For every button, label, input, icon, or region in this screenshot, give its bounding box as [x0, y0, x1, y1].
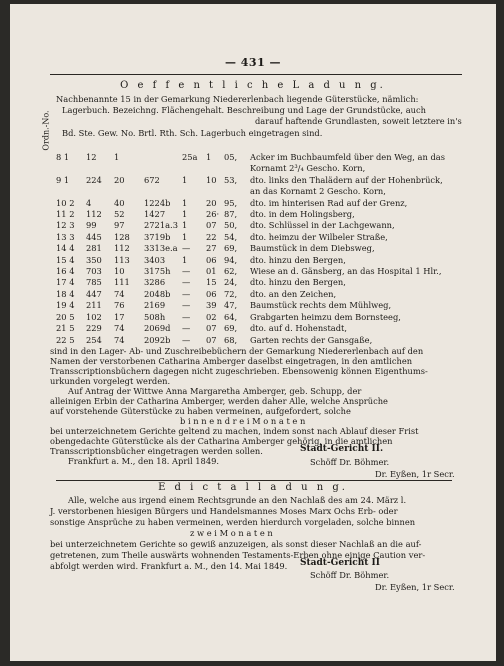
table-cell-br: 06: [206, 254, 217, 265]
table-cell-sch: 50,: [224, 220, 238, 231]
table-cell-br: [206, 163, 224, 174]
header-rule: [50, 74, 462, 75]
table-cell-ste: 40: [114, 197, 125, 208]
table-cell-n: 9 1: [56, 174, 70, 185]
table-cell-no: 1: [182, 174, 188, 185]
table-cell-desc: dto. an den Zeichen,: [250, 288, 337, 299]
table-cell-sch: 54,: [224, 231, 238, 242]
table-cell-no: 1: [182, 197, 188, 208]
table-cell-ste: 112: [114, 243, 130, 254]
table-cell-sch: 53,: [224, 174, 238, 185]
table-row: [56, 300, 445, 311]
notice2-body-line: Alle, welche aus irgend einem Rechtsgrunde an den Nachlaß des am 24. März l.: [68, 495, 407, 505]
table-cell-bd: [86, 163, 114, 174]
table-cell-no: 25a: [182, 152, 198, 162]
table-cell-gew: [144, 152, 182, 163]
table-cell-sch: [224, 186, 248, 197]
table-cell-n: 12 3: [56, 220, 75, 231]
table-cell-br: 22: [206, 231, 217, 242]
table-cell-gew: 3313e.a: [144, 243, 178, 254]
table-cell-no: —: [182, 266, 191, 277]
table-cell-sch: [224, 163, 248, 174]
table-cell-br: 26·: [206, 209, 220, 220]
notice2-body-line: abfolgt werden wird. Frankfurt a. M., den 14. Mai 1849.: [50, 561, 288, 571]
table-cell-desc: Baumstück in dem Diebsweg,: [250, 243, 375, 254]
table-cell-br: 27: [206, 243, 217, 254]
table-cell-br: 07: [206, 334, 217, 345]
table-cell-sch: 64,: [224, 311, 238, 322]
table-cell-no: 1: [182, 231, 188, 242]
table-cell-gew: 1224b: [144, 197, 171, 208]
table-cell-bd: 254: [86, 334, 102, 345]
table-cell-desc: Wiese an d. Gänsberg, an das Hospital 1 Hlr.,: [250, 266, 442, 277]
table-cell-no: —: [182, 311, 191, 322]
table-row: [56, 255, 445, 266]
table-row: [56, 243, 445, 254]
table-cell-n: 18 4: [56, 288, 75, 299]
notice1-date: Frankfurt a. M., den 18. April 1849.: [68, 456, 220, 466]
notice1-body-line: Transscriptionsbüchern dagegen nicht zugeschrieben. Ebensowenig können Eigenthums-: [50, 366, 428, 376]
table-cell-sch: 47,: [224, 300, 238, 311]
table-cell-bd: 12: [86, 152, 97, 162]
table-cell-gew: 2721a.3: [144, 220, 178, 231]
table-cell-ste: 10: [114, 266, 125, 277]
table-cell-no: 1: [182, 254, 188, 265]
table-cell-no: 1: [182, 220, 188, 231]
notice2-court: Stadt-Gericht II: [300, 558, 380, 568]
table-row: [56, 335, 445, 346]
table-cell-br: 07: [206, 323, 217, 334]
table-cell-br: 10: [206, 174, 217, 185]
table-row: [56, 163, 445, 174]
table-cell-bd: 703: [86, 266, 102, 277]
table-cell-ste: 1: [114, 152, 120, 162]
table-cell-desc: Grabgarten heimzu dem Bornsteeg,: [250, 311, 401, 322]
table-cell-br: 01: [206, 266, 217, 277]
table-cell-br: [206, 186, 224, 197]
table-cell-no: —: [182, 277, 191, 288]
notice1-title: O e f f e n t l i c h e L a d u n g.: [120, 80, 386, 91]
notice1-body-line: sind in den Lager- Ab- und Zuschreibebüchern der Gemarkung Niedererlenbach auf den: [50, 346, 424, 356]
table-cell-sch: 95,: [224, 197, 238, 208]
table-row: [56, 186, 445, 197]
table-cell-bd: 785: [86, 277, 102, 288]
notice2-body-line: getretenen, zum Theile auswärts wohnenden Testaments-Erben ohne einige Caution ver-: [50, 550, 426, 560]
notice1-intro-line: Lagerbuch. Bezeichng. Flächengehalt. Beschreibung und Lage der Grundstücke, auch: [62, 105, 426, 115]
table-cell-n: 17 4: [56, 277, 75, 288]
table-cell-desc: dto. links den Thalädern auf der Hohenbrück,: [250, 174, 443, 185]
parcel-table: [56, 152, 445, 346]
table-cell-br: 02: [206, 311, 217, 322]
table-row: [56, 323, 445, 334]
table-row: [56, 220, 445, 231]
notice2-title: E d i c t a l l a d u n g.: [158, 482, 348, 493]
table-cell-no: [182, 186, 206, 197]
table-cell-no: —: [182, 300, 191, 311]
notice1-body-line: alleinigen Erbin der Catharina Amberger, werden daher Alle, welche Ansprüche: [50, 396, 388, 406]
table-cell-br: 15: [206, 277, 217, 288]
table-cell-ste: 97: [114, 220, 125, 231]
table-cell-ste: [114, 163, 144, 174]
table-cell-gew: 672: [144, 174, 160, 185]
table-cell-n: 22 5: [56, 334, 75, 345]
table-cell-desc: dto. hinzu den Bergen,: [250, 254, 346, 265]
table-cell-ste: 113: [114, 254, 130, 265]
table-cell-sch: 69,: [224, 323, 238, 334]
table-cell-sch: 94,: [224, 254, 238, 265]
table-cell-n: 14 4: [56, 243, 75, 254]
notice1-secretary: Dr. Eyßen, 1r Secr.: [375, 469, 455, 479]
table-cell-sch: 87,: [224, 209, 238, 220]
table-cell-desc: Garten rechts der Gansgaße,: [250, 334, 373, 345]
page-number: — 431 —: [224, 56, 282, 69]
table-cell-ste: [114, 186, 144, 197]
ordn-no-label: Ordn.-No.: [41, 110, 51, 151]
table-cell-br: 39: [206, 300, 217, 311]
table-cell-bd: 350: [86, 254, 102, 265]
notice2-body-line: sonstige Ansprüche zu haben vermeinen, werden hierdurch vorgeladen, solche binnen: [50, 517, 416, 527]
table-cell-sch: 72,: [224, 288, 238, 299]
table-cell-n: 19 4: [56, 300, 75, 311]
table-cell-n: 15 4: [56, 254, 75, 265]
notice1-body-line: Namen der verstorbenen Catharina Amberger daselbst eingetragen, in den amtlichen: [50, 356, 413, 366]
notice2-secretary: Dr. Eyßen, 1r Secr.: [375, 582, 455, 592]
table-cell-desc: dto. Schlüssel in der Lachgewann,: [250, 220, 395, 231]
table-cell-n: 8 1: [56, 152, 70, 162]
table-row: [56, 152, 445, 163]
table-cell-no: —: [182, 334, 191, 345]
notice1-court: Stadt-Gericht II.: [300, 444, 384, 454]
table-cell-sch: 62,: [224, 266, 238, 277]
notice1-body-line: obengedachte Güterstücke als der Catharina Amberger gehörig, in die amtlichen: [50, 436, 393, 446]
table-cell-gew: 3286: [144, 277, 166, 288]
table-cell-n: 13 3: [56, 231, 75, 242]
table-cell-sch: 68,: [224, 334, 238, 345]
table-row: [56, 266, 445, 277]
table-cell-br: 20: [206, 197, 217, 208]
table-cell-n: 20 5: [56, 311, 75, 322]
table-cell-gew: 2048b: [144, 288, 171, 299]
notice1-intro-line: darauf haftende Grundlasten, soweit letztere in's: [255, 116, 462, 126]
table-cell-no: 1: [182, 209, 188, 220]
table-cell-bd: 102: [86, 311, 102, 322]
table-cell-desc: an das Kornamt 2 Gescho. Korn,: [250, 186, 386, 197]
table-cell-desc: dto. heimzu der Wilbeler Straße,: [250, 231, 388, 242]
table-cell-gew: 2069d: [144, 323, 171, 334]
table-cell-no: —: [182, 243, 191, 254]
table-row: [56, 289, 445, 300]
table-cell-desc: Acker im Buchbaumfeld über den Weg, an das: [250, 152, 445, 162]
table-cell-ste: 74: [114, 323, 125, 334]
table-cell-br: 1: [206, 152, 212, 162]
table-cell-n: 16 4: [56, 266, 75, 277]
table-cell-desc: dto. hinzu den Bergen,: [250, 277, 346, 288]
notice2-body-line: J. verstorbenen hiesigen Bürgers und Handelsmannes Moses Marx Ochs Erb- oder: [50, 506, 398, 516]
notice1-body-line: bei unterzeichnetem Gerichte geltend zu machen, indem sonst nach Ablauf dieser Frist: [50, 426, 419, 436]
table-cell-ste: 74: [114, 288, 125, 299]
table-cell-ste: 111: [114, 277, 130, 288]
table-cell-desc: Baumstück rechts dem Mühlweg,: [250, 300, 392, 311]
notice2-signer: Schöff Dr. Böhmer.: [310, 570, 390, 580]
table-cell-no: —: [182, 323, 191, 334]
table-row: [56, 175, 445, 186]
section-divider: [56, 480, 452, 481]
table-cell-n: 11 2: [56, 209, 75, 220]
table-cell-bd: 445: [86, 231, 102, 242]
table-cell-no: [182, 163, 206, 174]
table-row: [56, 312, 445, 323]
table-cell-desc: dto. im hinterisen Rad auf der Grenz,: [250, 197, 408, 208]
notice1-body-line: urkunden vorgelegt werden.: [50, 376, 171, 386]
table-cell-no: —: [182, 288, 191, 299]
table-cell-ste: 20: [114, 174, 125, 185]
table-cell-bd: 112: [86, 209, 102, 220]
notice1-signer: Schöff Dr. Böhmer.: [310, 457, 390, 467]
table-cell-n: 10 2: [56, 197, 75, 208]
notice2-body-line: bei unterzeichnetem Gerichte so gewiß anzuzeigen, als sonst dieser Nachlaß an die auf-: [50, 539, 422, 549]
table-cell-sch: 69,: [224, 243, 238, 254]
table-cell-sch: 24,: [224, 277, 238, 288]
table-cell-bd: 99: [86, 220, 97, 231]
table-cell-bd: 211: [86, 300, 102, 311]
table-cell-ste: 52: [114, 209, 125, 220]
table-cell-gew: 508h: [144, 311, 166, 322]
table-cell-bd: 447: [86, 288, 102, 299]
table-cell-gew: [144, 163, 182, 174]
table-cell-bd: 281: [86, 243, 102, 254]
table-cell-n: 21 5: [56, 323, 75, 334]
notice1-body-line: Auf Antrag der Wittwe Anna Margaretha Amberger, geb. Schupp, der: [68, 386, 362, 396]
table-cell-ste: 128: [114, 231, 130, 242]
notice1-deadline: b i n n e n d r e i M o n a t e n: [180, 416, 306, 426]
table-cell-bd: 229: [86, 323, 102, 334]
notice2-deadline: z w e i M o n a t e n: [190, 528, 273, 538]
table-cell-bd: [86, 186, 114, 197]
table-cell-n: [56, 163, 86, 174]
notice1-body-line: Transscriptionsbücher eingetragen werden sollen.: [50, 446, 263, 456]
table-row: [56, 277, 445, 288]
table-row: [56, 232, 445, 243]
table-cell-gew: 3175h: [144, 266, 171, 277]
document-page: [10, 4, 496, 661]
table-cell-gew: 3719b: [144, 231, 171, 242]
table-cell-ste: 74: [114, 334, 125, 345]
table-cell-ste: 76: [114, 300, 125, 311]
notice1-intro-line: Nachbenannte 15 in der Gemarkung Niedererlenbach liegende Güterstücke, nämlich:: [56, 94, 419, 104]
table-row: [56, 209, 445, 220]
table-cell-bd: 224: [86, 174, 102, 185]
table-cell-sch: 05,: [224, 152, 238, 162]
table-cell-gew: 2092b: [144, 334, 171, 345]
table-cell-gew: [144, 186, 182, 197]
notice1-body-line: auf vorstehende Güterstücke zu haben vermeinen, aufgefordert, solche: [50, 406, 351, 416]
table-cell-gew: 2169: [144, 300, 166, 311]
table-cell-gew: 3403: [144, 254, 166, 265]
table-cell-gew: 1427: [144, 209, 166, 220]
table-cell-desc: dto. in dem Holingsberg,: [250, 209, 355, 220]
table-cell-br: 07: [206, 220, 217, 231]
table-cell-bd: 4: [86, 197, 92, 208]
table-cell-n: [56, 186, 86, 197]
table-cell-desc: dto. auf d. Hohenstadt,: [250, 323, 348, 334]
table-cell-br: 06: [206, 288, 217, 299]
notice1-intro-line: Bd. Ste. Gew. No. Brtl. Rth. Sch. Lagerbuch eingetragen sind.: [62, 128, 323, 138]
table-cell-ste: 17: [114, 311, 125, 322]
table-row: [56, 198, 445, 209]
table-cell-desc: Kornamt 2³/₄ Gescho. Korn,: [250, 163, 366, 174]
